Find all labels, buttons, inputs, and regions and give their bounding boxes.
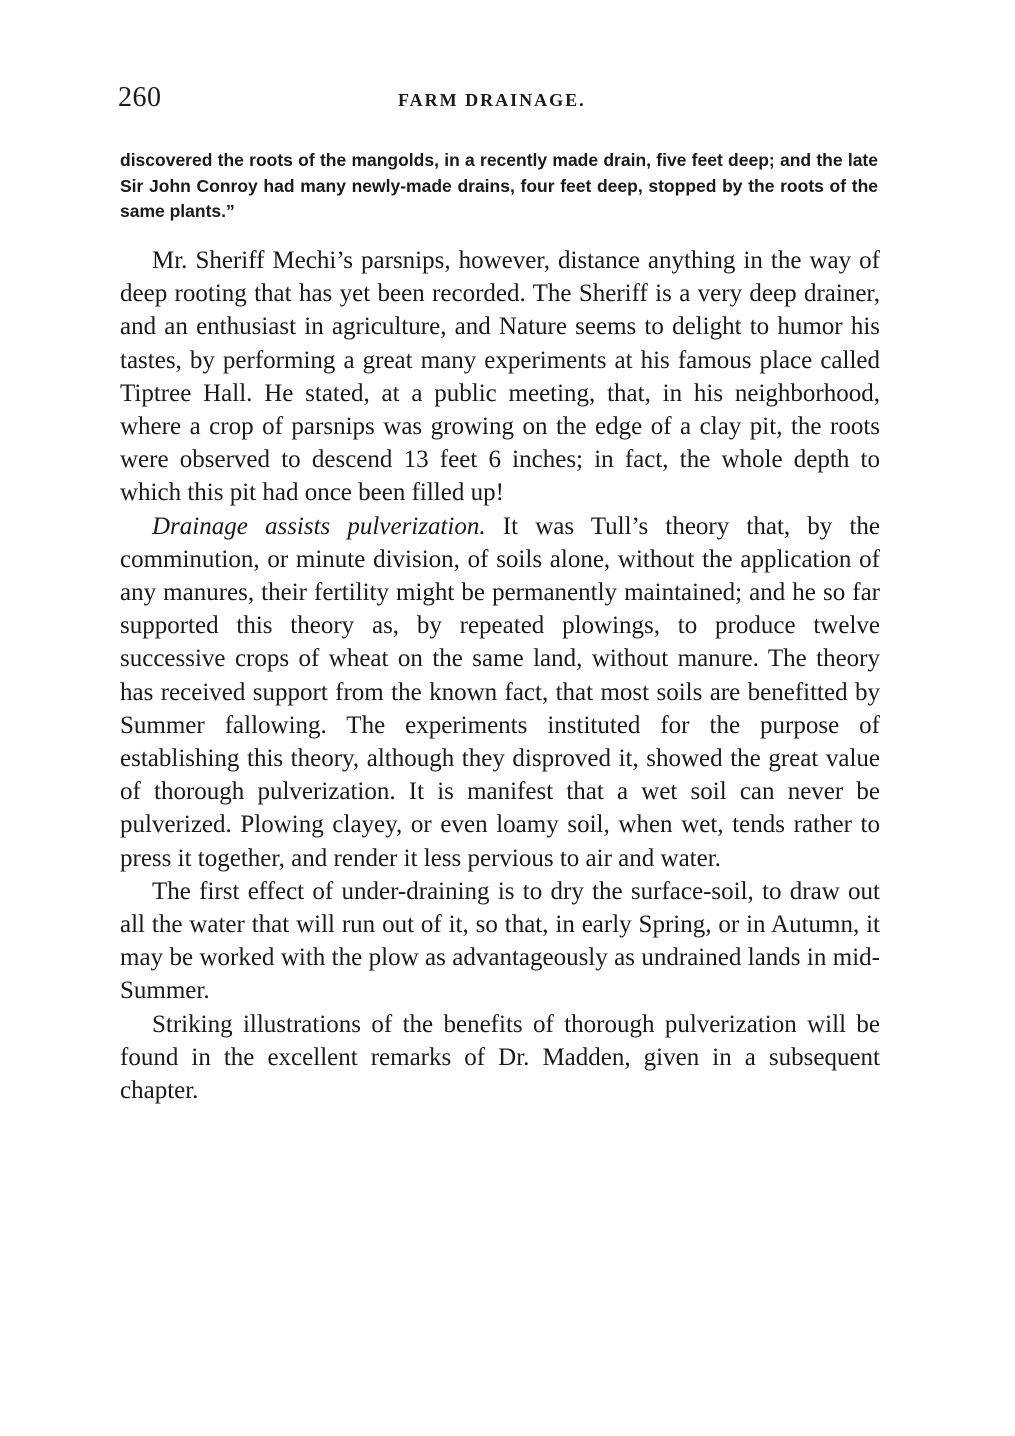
body-text — [120, 244, 880, 1107]
page-header — [118, 82, 878, 122]
paragraph-pulverization — [120, 510, 880, 875]
running-head: FARM DRAINAGE. — [398, 90, 586, 110]
paragraph-pulverization-text: It was Tull’s theory that, by the comminution, or minute division, of soils alone, without the application of any manures, their fertility might be permanently maintained; and he so far supported this theory as, by repeated plowings, to produce twelve successive crops of wheat on the same land, without manure. The theory has received support from the known fact, that most soils are benefitted by Summer fallowing. The experiments instituted for the purpose of establishing this theory, although they disproved it, showed the great value of thorough pulverization. It is manifest that a wet soil can never be pulverized. Plowing clayey, or even loamy soil, when wet, tends rather to press it together, and render it less pervious to air and water. — [120, 512, 880, 872]
paragraph-italic-heading: Drainage assists pulverization. — [152, 512, 486, 540]
paragraph-illustrations: Striking illustrations of the benefits of thorough pulverization will be found in the excellent remarks of Dr. Madden, given in a subsequent chapter. — [120, 1010, 880, 1105]
page-number: 260 — [118, 82, 162, 113]
paragraph-under-draining: The first effect of under-draining is to dry the surface-soil, to draw out all the water that will run out of it, so that, in early Spring, or in Autumn, it may be worked with the plow as advantageously as undrained lands in mid-Summer. — [120, 877, 880, 1005]
quoted-passage: discovered the roots of the mangolds, in a recently made drain, five feet deep; and the late Sir John Conroy had many newly-made drains, four feet deep, stopped by the roots of the same plants.” — [120, 150, 878, 221]
paragraph-mechi-parsnips: Mr. Sheriff Mechi’s parsnips, however, distance anything in the way of deep rooting that has yet been recorded. The Sheriff is a very deep drainer, and an enthusiast in agriculture, and Nature seems to delight to humor his tastes, by performing a great many experiments at his famous place called Tiptree Hall. He stated, at a public meeting, that, in his neighborhood, where a crop of parsnips was growing on the edge of a clay pit, the roots were observed to descend 13 feet 6 inches; in fact, the whole depth to which this pit had once been filled up! — [120, 247, 880, 507]
